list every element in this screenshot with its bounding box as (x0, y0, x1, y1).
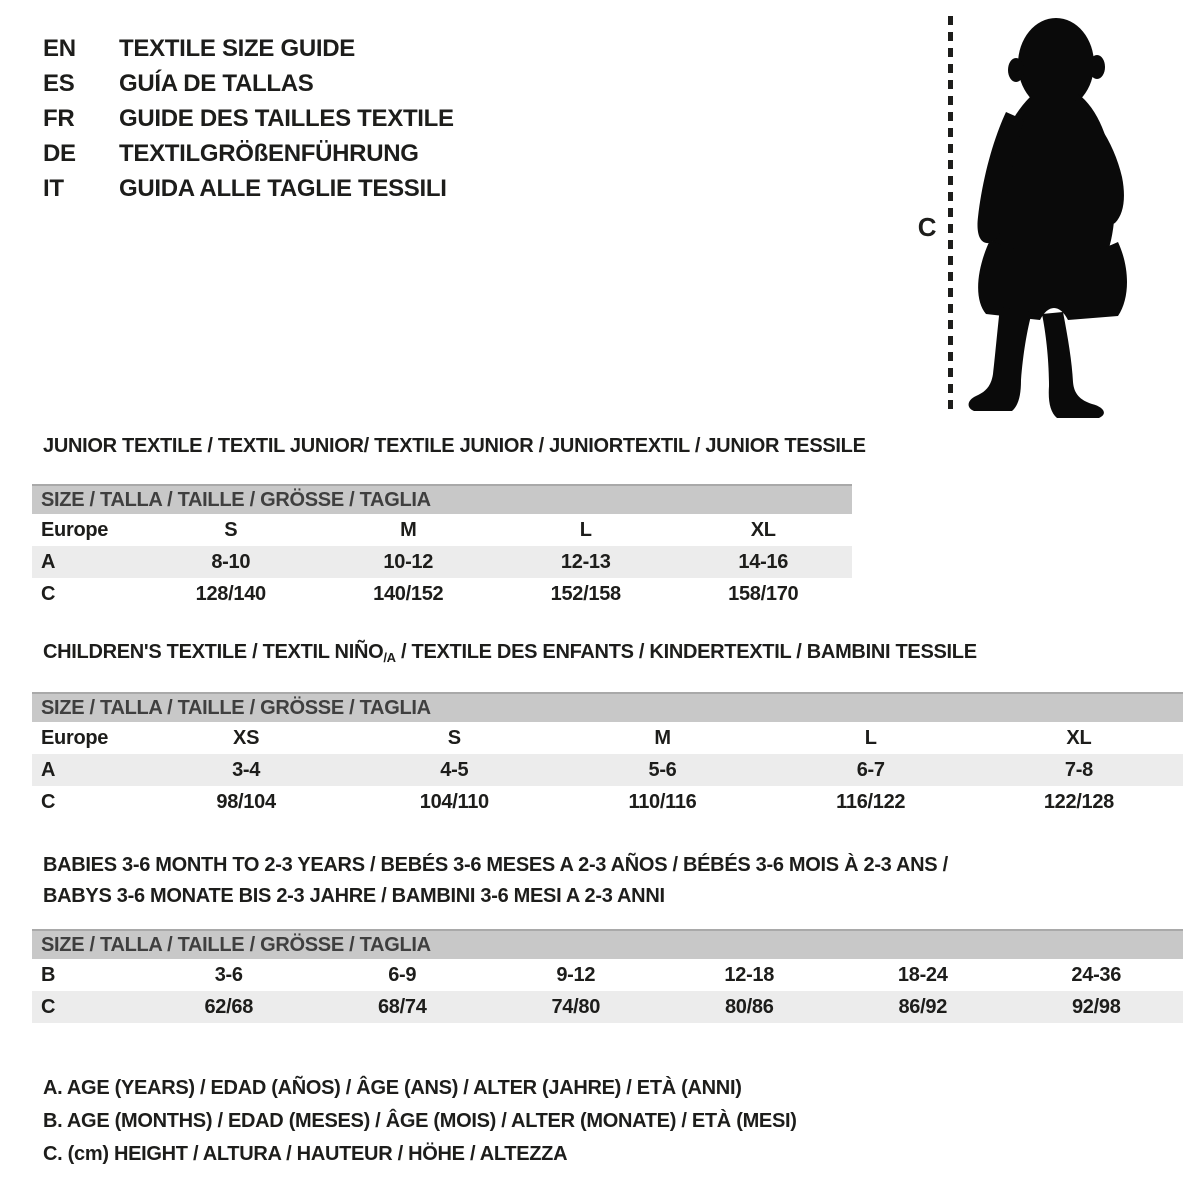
age-cell: 12-13 (560, 550, 611, 573)
height-cell: 122/128 (1043, 790, 1115, 813)
lang-row-es (43, 66, 454, 101)
size-cell: M (654, 726, 671, 749)
junior-table (32, 484, 852, 610)
height-cell: 128/140 (195, 582, 266, 605)
row-label: Europe (41, 518, 109, 541)
row-label: C (41, 995, 56, 1018)
months-cell: 24-36 (1071, 963, 1122, 986)
age-cell: 14-16 (738, 550, 789, 573)
height-cell: 92/98 (1071, 995, 1121, 1018)
height-cell: 62/68 (204, 995, 254, 1018)
babies-size-header: SIZE / TALLA / TAILLE / GRÖSSE / TAGLIA (32, 929, 1183, 959)
size-cell: XL (750, 518, 776, 541)
toddler-silhouette-icon (960, 12, 1145, 420)
size-cell: M (400, 518, 417, 541)
row-label: A (41, 758, 56, 781)
legend-notes (43, 1072, 797, 1171)
babies-title-line2: BABYS 3-6 MONATE BIS 2-3 JAHRE / BAMBINI 3-6 MESI A 2-3 ANNI (43, 885, 665, 907)
language-title-list (43, 31, 454, 206)
lang-title-de: TEXTILGRÖßENFÜHRUNG (119, 139, 419, 167)
height-cell: 68/74 (377, 995, 427, 1018)
junior-table-title: JUNIOR TEXTILE / TEXTIL JUNIOR/ TEXTILE JUNIOR / JUNIORTEXTIL / JUNIOR TESSILE (43, 435, 866, 457)
lang-row-it (43, 171, 454, 206)
height-measure-dashed-line (948, 16, 953, 416)
children-row-a (32, 754, 1183, 786)
months-cell: 12-18 (724, 963, 775, 986)
months-cell: 6-9 (388, 963, 417, 986)
height-cell: 74/80 (551, 995, 601, 1018)
note-a: A. AGE (YEARS) / EDAD (AÑOS) / ÂGE (ANS) / ALTER (JAHRE) / ETÀ (ANNI) (43, 1077, 742, 1099)
height-cell: 110/116 (628, 790, 697, 813)
size-cell: XS (233, 726, 260, 749)
children-row-c (32, 786, 1183, 818)
row-label: Europe (41, 726, 109, 749)
size-cell: S (224, 518, 238, 541)
children-table (32, 692, 1183, 818)
size-cell: L (864, 726, 877, 749)
junior-size-header: SIZE / TALLA / TAILLE / GRÖSSE / TAGLIA (32, 484, 852, 514)
months-cell: 9-12 (556, 963, 596, 986)
height-cell: 104/110 (419, 790, 489, 813)
height-cell: 158/170 (728, 582, 799, 605)
children-title-sub: /A (383, 650, 396, 665)
height-cell: 116/122 (836, 790, 906, 813)
lang-code-es: ES (43, 69, 75, 97)
row-label: C (41, 790, 56, 813)
note-c: C. (cm) HEIGHT / ALTURA / HAUTEUR / HÖHE / ALTEZZA (43, 1143, 568, 1165)
lang-code-en: EN (43, 34, 76, 62)
lang-title-es: GUÍA DE TALLAS (119, 69, 314, 97)
children-size-header: SIZE / TALLA / TAILLE / GRÖSSE / TAGLIA (32, 692, 1183, 722)
age-cell: 10-12 (383, 550, 434, 573)
size-cell: L (579, 518, 592, 541)
babies-table (32, 929, 1183, 1023)
babies-row-b (32, 959, 1183, 991)
babies-title-line1: BABIES 3-6 MONTH TO 2-3 YEARS / BEBÉS 3-6 MESES A 2-3 AÑOS / BÉBÉS 3-6 MOIS À 2-3 ANS / (43, 854, 948, 876)
row-label: B (41, 963, 56, 986)
age-cell: 6-7 (856, 758, 885, 781)
height-cell: 98/104 (216, 790, 276, 813)
children-title-pre: CHILDREN'S TEXTILE / TEXTIL NIÑO (43, 641, 384, 663)
lang-row-de (43, 136, 454, 171)
children-row-europe (32, 722, 1183, 754)
junior-row-a (32, 546, 852, 578)
row-label: C (41, 582, 56, 605)
lang-title-en: TEXTILE SIZE GUIDE (119, 34, 355, 62)
height-cell: 152/158 (550, 582, 621, 605)
lang-code-it: IT (43, 174, 64, 202)
lang-code-fr: FR (43, 104, 75, 132)
babies-row-c (32, 991, 1183, 1023)
children-table-title (43, 640, 977, 670)
lang-row-fr (43, 101, 454, 136)
lang-row-en (43, 31, 454, 66)
height-cell: 86/92 (898, 995, 948, 1018)
age-cell: 4-5 (440, 758, 469, 781)
size-cell: XL (1066, 726, 1092, 749)
note-b: B. AGE (MONTHS) / EDAD (MESES) / ÂGE (MOIS) / ALTER (MONATE) / ETÀ (MESI) (43, 1110, 797, 1132)
children-title-post: / TEXTILE DES ENFANTS / KINDERTEXTIL / BAMBINI TESSILE (395, 641, 977, 663)
height-cell: 140/152 (373, 582, 444, 605)
lang-title-fr: GUIDE DES TAILLES TEXTILE (119, 104, 454, 132)
age-cell: 7-8 (1064, 758, 1093, 781)
age-cell: 8-10 (211, 550, 251, 573)
junior-row-europe (32, 514, 852, 546)
row-label: A (41, 550, 56, 573)
months-cell: 18-24 (897, 963, 948, 986)
babies-table-title (43, 850, 948, 912)
months-cell: 3-6 (214, 963, 243, 986)
lang-code-de: DE (43, 139, 76, 167)
size-cell: S (447, 726, 461, 749)
height-measure-label: C (917, 212, 937, 242)
age-cell: 3-4 (232, 758, 261, 781)
height-cell: 80/86 (724, 995, 774, 1018)
lang-title-it: GUIDA ALLE TAGLIE TESSILI (119, 174, 447, 202)
junior-row-c (32, 578, 852, 610)
age-cell: 5-6 (648, 758, 677, 781)
